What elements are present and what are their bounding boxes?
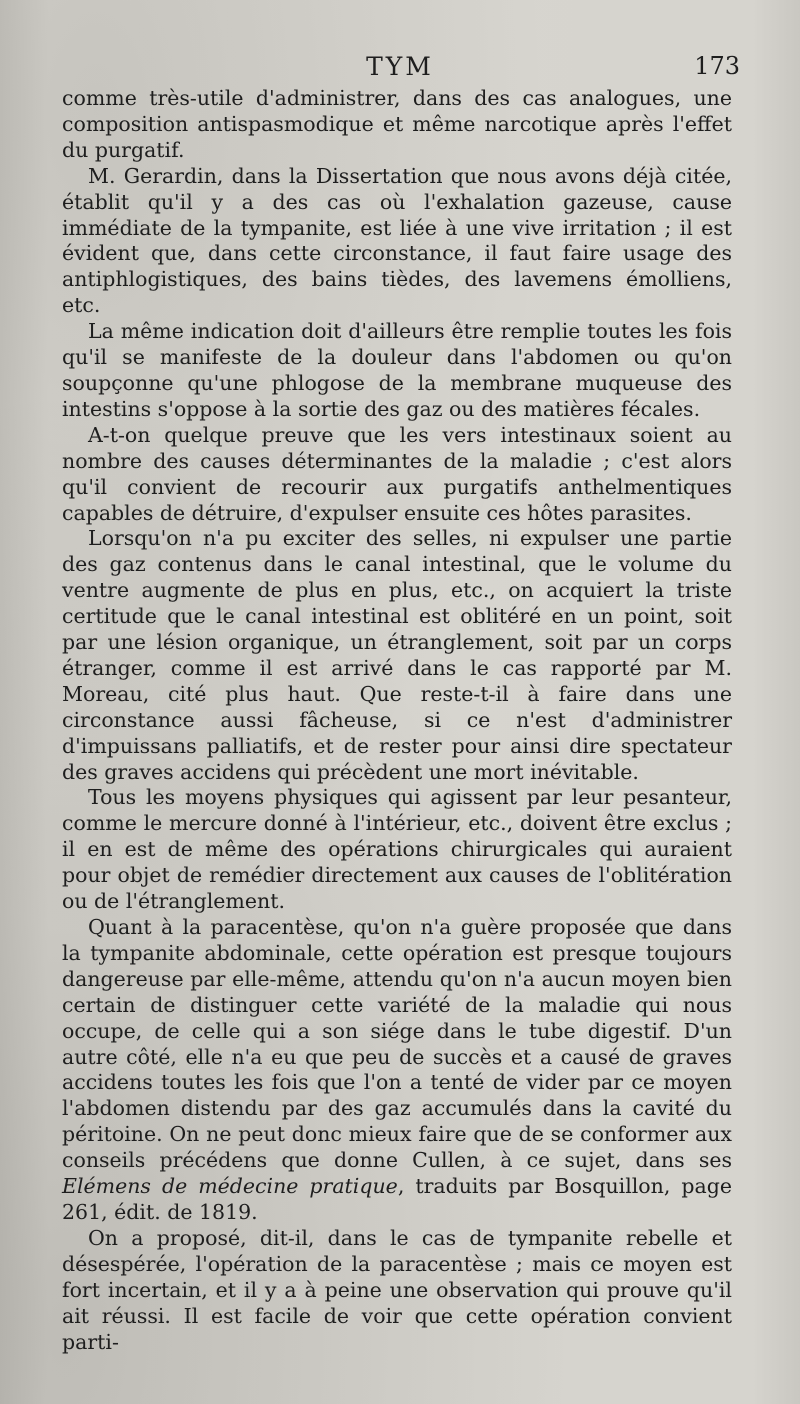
paragraph-4: A-t-on quelque preuve que les vers intestinaux soient au nombre des causes déterminantes de la maladie ; c'est alors qu'il convient de recourir aux purgatifs anthelmentiques capables de détruire, d'expulser ensuite ces hôtes parasites. — [62, 422, 732, 525]
page-header — [60, 52, 740, 88]
paragraph-8: On a proposé, dit-il, dans le cas de tympanite rebelle et désespérée, l'opération de la paracentèse ; mais ce moyen est fort incertain, et il y a à peine une observation qui prouve qu'il ait réussi. Il est facile de voir que cette opération convient parti- — [62, 1225, 732, 1354]
paragraph-3: La même indication doit d'ailleurs être remplie toutes les fois qu'il se manifeste de la douleur dans l'abdomen ou qu'on soupçonne qu'une phlogose de la membrane muqueuse des intestins s'oppose à la sortie des gaz ou des matières fécales. — [62, 319, 732, 421]
running-head: TYM — [366, 52, 434, 81]
paragraph-7 — [62, 915, 732, 1226]
book-title-citation: Elémens de médecine pratique — [62, 1174, 398, 1199]
paragraph-7-text-after: , traduits par Bosquillon, page 261, édit. de 1819. — [62, 1174, 732, 1224]
paragraph-2: M. Gerardin, dans la Dissertation que nous avons déjà citée, établit qu'il y a des cas où l'exhalation gazeuse, cause immédiate de la tympanite, est liée à une vive irritation ; il est évident que, dans cette circonstance, il faut faire usage des antiphlogistiques, des bains tièdes, des lavemens émolliens, etc. — [62, 163, 732, 318]
paragraph-5: Lorsqu'on n'a pu exciter des selles, ni expulser une partie des gaz contenus dans le canal intestinal, que le volume du ventre augmente de plus en plus, etc., on acquiert la triste certitude que le canal intestinal est oblitéré en un point, soit par une lésion organique, un étranglement, soit par un corps étranger, comme il est arrivé dans le cas rapporté par M. Moreau, cité plus haut. Que reste-t-il à faire dans une circonstance aussi fâcheuse, si ce n'est d'administrer d'impuissans palliatifs, et de rester pour ainsi dire spectateur des graves accidens qui précèdent une mort inévitable. — [62, 526, 732, 784]
paragraph-1: comme très-utile d'administrer, dans des cas analogues, une composition antispasmodique et même narcotique après l'effet du purgatif. — [62, 86, 732, 162]
paragraph-7-text-before: Quant à la paracentèse, qu'on n'a guère proposée que dans la tympanite abdominale, cette opération est presque toujours dangereuse par elle-même, attendu qu'on n'a aucun moyen bien certain de distinguer cette variété de la maladie qui nous occupe, de celle qui a son siége dans le tube digestif. D'un autre côté, elle n'a eu que peu de succès et a causé de graves accidens toutes les fois que l'on a tenté de vider par ce moyen l'abdomen distendu par des gaz accumulés dans la cavité du péritoine. On ne peut donc mieux faire que de se conformer aux conseils précédens que donne Cullen, à ce sujet, dans ses — [62, 915, 732, 1173]
body-text — [62, 86, 732, 1355]
paragraph-6: Tous les moyens physiques qui agissent par leur pesanteur, comme le mercure donné à l'intérieur, etc., doivent être exclus ; il en est de même des opérations chirurgicales qui auraient pour objet de remédier directement aux causes de l'oblitération ou de l'étranglement. — [62, 785, 732, 914]
page-number: 173 — [694, 52, 740, 80]
